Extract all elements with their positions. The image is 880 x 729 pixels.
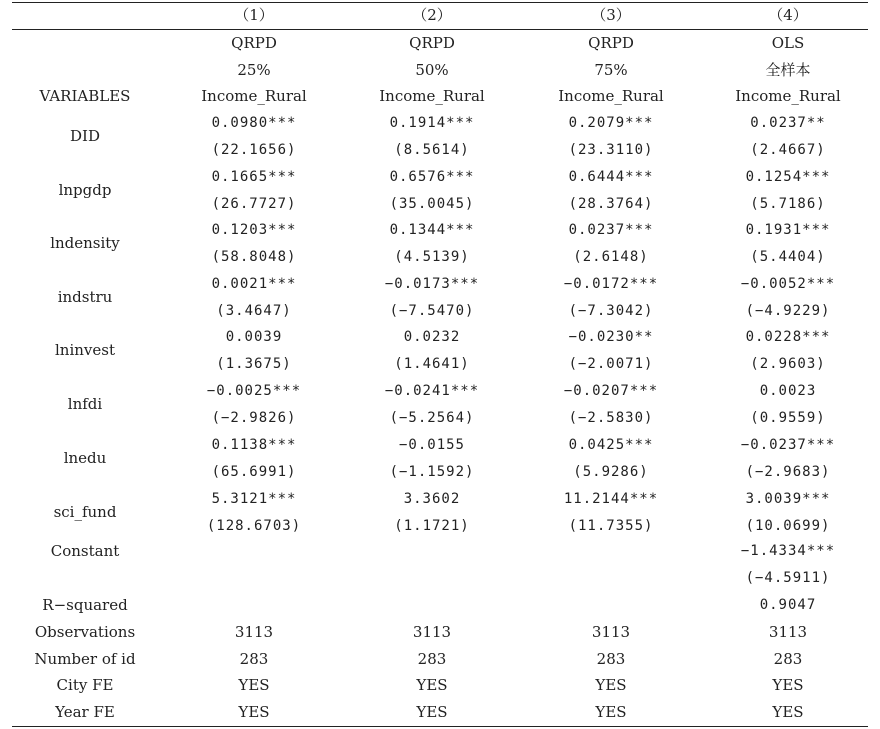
coefficient: 3.3602 (403, 491, 461, 507)
t-statistic: (2.9603) (750, 356, 826, 372)
stat-value: 283 (239, 650, 269, 668)
t-statistic: (5.7186) (750, 196, 826, 212)
coefficient: 0.1665*** (211, 169, 297, 185)
t-statistic: (8.5614) (394, 142, 470, 158)
header-row-methods (12, 30, 868, 57)
coefficient: −0.0155 (398, 437, 465, 453)
t-statistic: (−2.0071) (568, 356, 654, 372)
stat-value: YES (772, 676, 804, 694)
stat-name: Number of id (34, 650, 136, 668)
variable-name: sci_fund (53, 503, 117, 521)
t-statistic: (2.4667) (750, 142, 826, 158)
column-number: （4） (768, 6, 808, 24)
column-quantile: 全样本 (765, 61, 811, 79)
column-number: （3） (591, 6, 631, 24)
coefficient: 0.0237** (750, 115, 826, 131)
variable-row-indstru (12, 271, 868, 325)
stat-value: YES (238, 676, 270, 694)
t-statistic: (22.1656) (211, 142, 297, 158)
variable-row-lnpgdp (12, 164, 868, 218)
coefficient: 0.1254*** (745, 169, 831, 185)
coefficient: 0.0228*** (745, 329, 831, 345)
t-statistic: (2.6148) (573, 249, 649, 265)
coefficient: −0.0172*** (563, 276, 659, 292)
t-statistic: (−4.5911) (745, 570, 831, 586)
coefficient: 0.0023 (759, 383, 817, 399)
stat-value: 3113 (234, 623, 274, 641)
t-statistic: (3.4647) (216, 303, 292, 319)
t-statistic: (−2.9826) (211, 410, 297, 426)
t-statistic: (28.3764) (568, 196, 654, 212)
coefficient (537, 538, 685, 565)
stat-row-year-fe (12, 699, 868, 726)
t-statistic: (58.8048) (211, 249, 297, 265)
stat-row-observations (12, 619, 868, 646)
column-depvar: Income_Rural (558, 87, 664, 105)
column-method: QRPD (588, 34, 634, 52)
stat-value: 3113 (768, 623, 808, 641)
stat-name: Year FE (55, 703, 115, 721)
column-method: QRPD (409, 34, 455, 52)
column-number: （2） (412, 6, 452, 24)
t-statistic: (−2.9683) (745, 464, 831, 480)
column-number: （1） (234, 6, 274, 24)
variables-label: VARIABLES (39, 87, 131, 105)
t-statistic: (0.9559) (750, 410, 826, 426)
coefficient: 0.1914*** (389, 115, 475, 131)
coefficient: 0.0039 (225, 329, 283, 345)
variable-name: lninvest (55, 341, 115, 359)
header-row-numbers (12, 2, 868, 29)
t-statistic (358, 565, 506, 592)
coefficient: 0.1203*** (211, 222, 297, 238)
stat-value: YES (238, 703, 270, 721)
coefficient: 0.0237*** (568, 222, 654, 238)
coefficient: 0.1931*** (745, 222, 831, 238)
t-statistic: (−2.5830) (568, 410, 654, 426)
t-statistic: (−4.9229) (745, 303, 831, 319)
coefficient: −0.0241*** (384, 383, 480, 399)
column-quantile: 50% (415, 61, 449, 79)
variable-name: lnfdi (67, 395, 103, 413)
coefficient: −0.0237*** (740, 437, 836, 453)
t-statistic: (35.0045) (389, 196, 475, 212)
t-statistic: (1.3675) (216, 356, 292, 372)
stat-name: R−squared (42, 596, 128, 614)
stat-value: YES (416, 676, 448, 694)
stat-row-r-squared (12, 592, 868, 619)
coefficient: −0.0173*** (384, 276, 480, 292)
coefficient: −0.0052*** (740, 276, 836, 292)
coefficient: 0.2079*** (568, 115, 654, 131)
variable-row-lnedu (12, 432, 868, 486)
t-statistic: (4.5139) (394, 249, 470, 265)
coefficient: −1.4334*** (740, 543, 836, 559)
coefficient: −0.0025*** (206, 383, 302, 399)
coefficient: 0.1138*** (211, 437, 297, 453)
t-statistic: (−1.1592) (389, 464, 475, 480)
stat-value: YES (772, 703, 804, 721)
t-statistic: (−5.2564) (389, 410, 475, 426)
coefficient: 0.0980*** (211, 115, 297, 131)
coefficient: −0.0230** (568, 329, 654, 345)
t-statistic: (5.4404) (750, 249, 826, 265)
stat-value (358, 592, 506, 619)
t-statistic: (128.6703) (206, 518, 302, 534)
coefficient (358, 538, 506, 565)
stat-value (537, 592, 685, 619)
variable-row-sci-fund (12, 486, 868, 540)
variable-name: lnedu (63, 449, 107, 467)
stat-value (180, 592, 328, 619)
variable-row-constant (12, 538, 868, 592)
variable-row-lndensity (12, 217, 868, 271)
coefficient: 0.0021*** (211, 276, 297, 292)
t-statistic: (−7.3042) (568, 303, 654, 319)
t-statistic: (1.4641) (394, 356, 470, 372)
stat-value: 3113 (591, 623, 631, 641)
t-statistic: (10.0699) (745, 518, 831, 534)
stat-value: 283 (596, 650, 626, 668)
t-statistic (180, 565, 328, 592)
stat-value: 0.9047 (759, 597, 817, 613)
t-statistic: (5.9286) (573, 464, 649, 480)
coefficient: 0.0425*** (568, 437, 654, 453)
variable-name: indstru (57, 288, 113, 306)
stat-name: City FE (56, 676, 114, 694)
t-statistic: (26.7727) (211, 196, 297, 212)
stat-value: YES (595, 703, 627, 721)
coefficient: 0.6576*** (389, 169, 475, 185)
coefficient: 0.6444*** (568, 169, 654, 185)
header-row-depvars (12, 83, 868, 110)
coefficient: 0.1344*** (389, 222, 475, 238)
column-method: OLS (771, 34, 805, 52)
column-quantile: 75% (594, 61, 628, 79)
variable-name: DID (70, 127, 100, 145)
column-depvar: Income_Rural (735, 87, 841, 105)
variable-name: Constant (50, 542, 120, 560)
t-statistic: (−7.5470) (389, 303, 475, 319)
coefficient (180, 538, 328, 565)
variable-row-did (12, 110, 868, 164)
t-statistic: (1.1721) (394, 518, 470, 534)
coefficient: −0.0207*** (563, 383, 659, 399)
coefficient: 0.0232 (403, 329, 461, 345)
variable-row-lninvest (12, 324, 868, 378)
stat-row-number-of-id (12, 646, 868, 673)
coefficient: 11.2144*** (563, 491, 659, 507)
coefficient: 5.3121*** (211, 491, 297, 507)
stat-value: YES (595, 676, 627, 694)
variable-row-lnfdi (12, 378, 868, 432)
column-method: QRPD (231, 34, 277, 52)
coefficient: 3.0039*** (745, 491, 831, 507)
stat-value: 283 (417, 650, 447, 668)
column-depvar: Income_Rural (201, 87, 307, 105)
variable-name: lndensity (50, 234, 120, 252)
t-statistic (537, 565, 685, 592)
column-depvar: Income_Rural (379, 87, 485, 105)
t-statistic: (11.7355) (568, 518, 654, 534)
stat-value: YES (416, 703, 448, 721)
bottom-rule (12, 726, 868, 727)
t-statistic: (65.6991) (211, 464, 297, 480)
t-statistic: (23.3110) (568, 142, 654, 158)
stat-row-city-fe (12, 672, 868, 699)
stat-value: 3113 (412, 623, 452, 641)
variable-name: lnpgdp (58, 181, 112, 199)
stat-value: 283 (773, 650, 803, 668)
stat-name: Observations (34, 623, 136, 641)
column-quantile: 25% (237, 61, 271, 79)
header-row-quantiles (12, 57, 868, 84)
